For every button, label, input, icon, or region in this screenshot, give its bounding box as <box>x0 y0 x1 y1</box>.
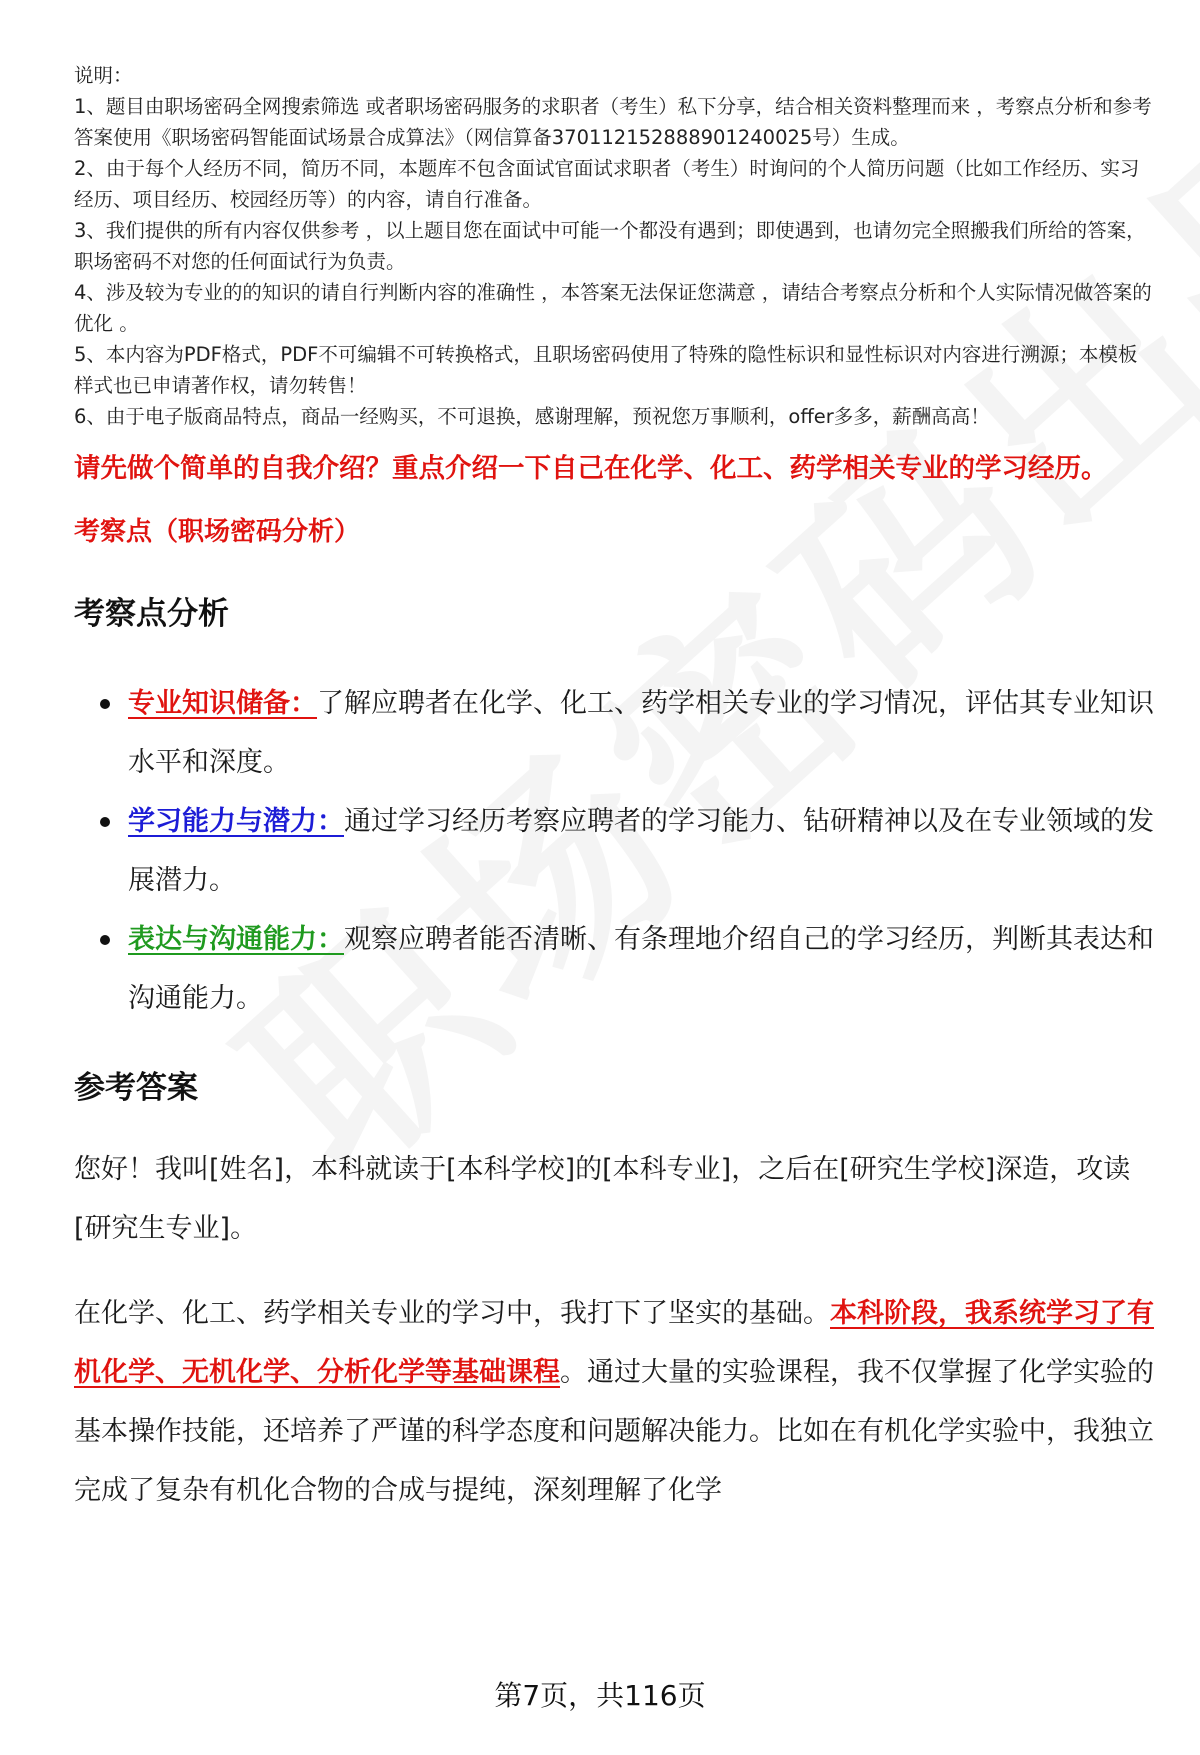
page-content <box>74 60 1154 1520</box>
notes-item: 6、由于电子版商品特点，商品一经购买，不可退换，感谢理解，预祝您万事顺利，offer多多，薪酬高高！ <box>74 405 990 428</box>
notes-item: 4、涉及较为专业的的知识的请自行判断内容的准确性 ，本答案无法保证您满意 ，请结合考察点分析和个人实际情况做答案的优化 。 <box>74 281 1152 335</box>
point-text: 了解应聘者在化学、化工、药学相关专业的学习情况，评估其专业知识水平和深度。 <box>128 688 1154 778</box>
bullet-icon <box>100 935 110 945</box>
bullet-icon <box>100 699 110 709</box>
analysis-points-list <box>74 674 1154 1028</box>
notes-item: 3、我们提供的所有内容仅供参考 ，以上题目您在面试中可能一个都没有遇到；即使遇到，也请勿完全照搬我们所给的答案，职场密码不对您的任何面试行为负责。 <box>74 219 1146 273</box>
answer-text: 。通过大量的实验课程，我不仅掌握了化学实验的基本操作技能，还培养了严谨的科学态度和问题解决能力。比如在有机化学实验中，我独立完成了复杂有机化合物的合成与提纯，深刻理解了化学 <box>74 1357 1154 1506</box>
notes-title: 说明： <box>74 64 133 87</box>
bullet-icon <box>100 817 110 827</box>
answer-highlight: 本科阶段，我系统学习了有机化学、无机化学、分析化学等基础课程 <box>74 1298 1154 1388</box>
point-keyword: 表达与沟通能力： <box>128 924 344 955</box>
notes-item: 2、由于每个人经历不同，简历不同，本题库不包含面试官面试求职者（考生）时询问的个人简历问题（比如工作经历、实习经历、项目经历、校园经历等）的内容，请自行准备。 <box>74 157 1140 211</box>
point-keyword: 专业知识储备： <box>128 688 317 719</box>
interview-question: 请先做个简单的自我介绍？重点介绍一下自己在化学、化工、药学相关专业的学习经历。 <box>74 453 1108 484</box>
answer-text: 在化学、化工、药学相关专业的学习中，我打下了坚实的基础。 <box>74 1298 830 1329</box>
point-keyword: 学习能力与潜力： <box>128 806 344 837</box>
point-text: 通过学习经历考察应聘者的学习能力、钻研精神以及在专业领域的发展潜力。 <box>128 806 1154 896</box>
answer-paragraph <box>74 1284 1154 1520</box>
analysis-point <box>74 674 1154 792</box>
page-number: 第7页，共116页 <box>494 1679 706 1712</box>
notes-item: 5、本内容为PDF格式，PDF不可编辑不可转换格式，且职场密码使用了特殊的隐性标识和显性标识对内容进行溯源；本模板样式也已申请著作权，请勿转售！ <box>74 343 1138 397</box>
answer-heading: 参考答案 <box>74 1070 198 1106</box>
analysis-point <box>74 910 1154 1028</box>
analysis-heading: 考察点分析 <box>74 596 229 632</box>
point-text: 观察应聘者能否清晰、有条理地介绍自己的学习经历，判断其表达和沟通能力。 <box>128 924 1154 1014</box>
analysis-point <box>74 792 1154 910</box>
analysis-subheading: 考察点（职场密码分析） <box>74 517 361 547</box>
answer-paragraph: 您好！我叫[姓名]，本科就读于[本科学校]的[本科专业]，之后在[研究生学校]深造，攻读[研究生专业]。 <box>74 1154 1131 1244</box>
notes-item: 1、题目由职场密码全网搜索筛选 或者职场密码服务的求职者（考生）私下分享，结合相关资料整理而来 ，考察点分析和参考答案使用《职场密码智能面试场景合成算法》（网信算备370112152888901240025号）生成。 <box>74 95 1152 149</box>
notes-section <box>74 60 1154 432</box>
